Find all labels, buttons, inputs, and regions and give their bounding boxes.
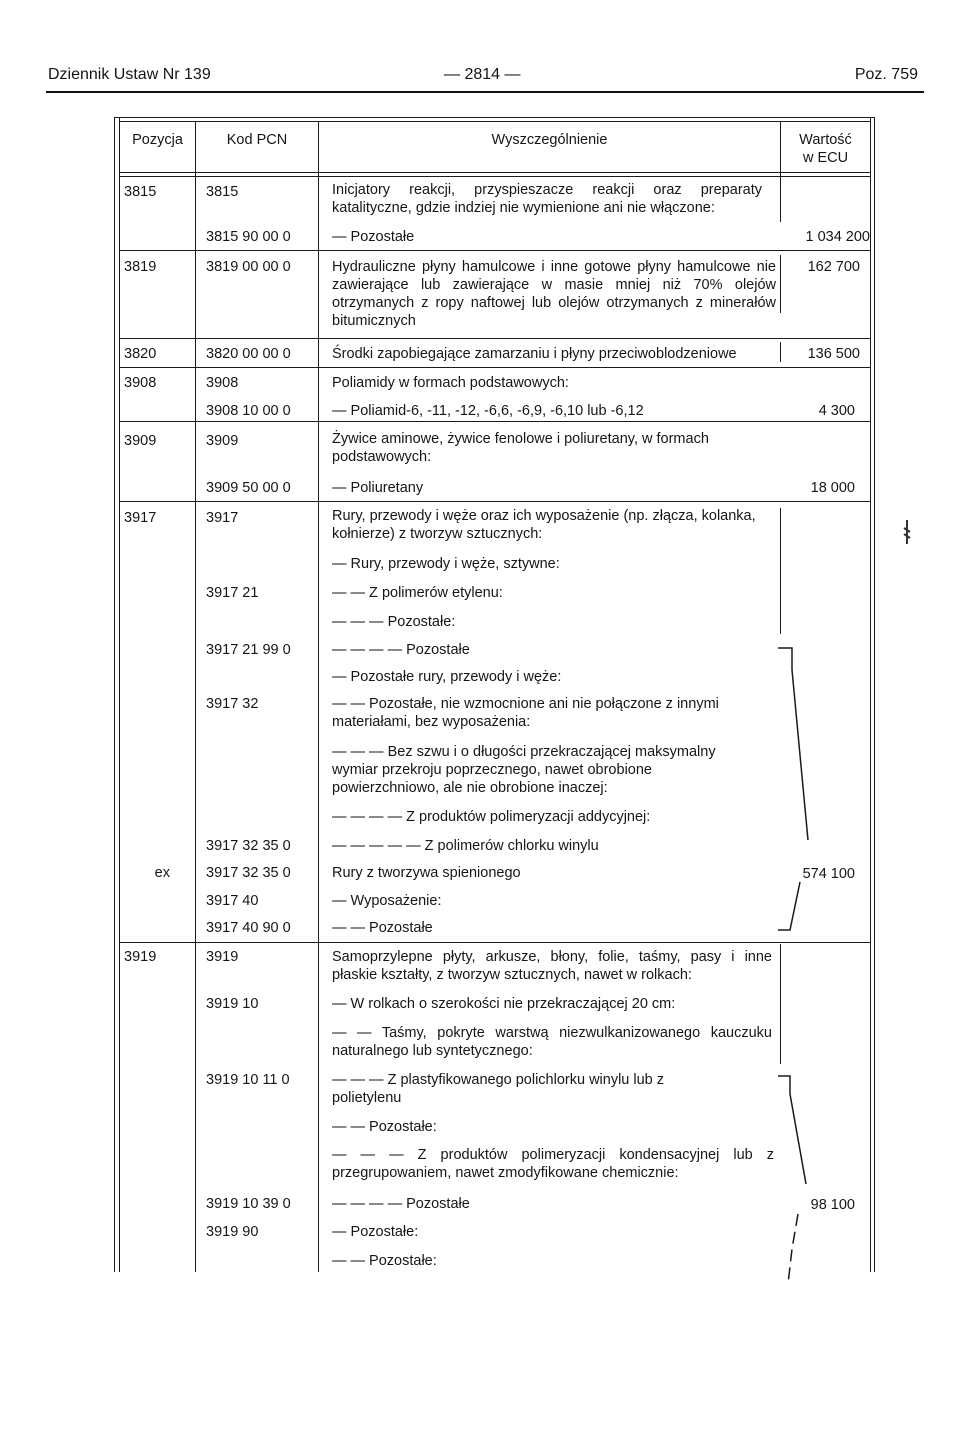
- row-kod: 3908 10 00 0: [206, 403, 291, 419]
- value-border-3815: [780, 177, 781, 222]
- row-description: — — Pozostałe:: [332, 1253, 437, 1269]
- row-separator-3908: [119, 421, 871, 422]
- row-kod: 3919 90: [206, 1224, 259, 1240]
- row-pozycja: 3917: [124, 510, 157, 526]
- row-value: 162 700: [807, 259, 860, 275]
- column-separator-1: [195, 121, 196, 1272]
- row-kod: 3908: [206, 375, 239, 391]
- table-border-left-inner: [119, 117, 120, 1272]
- col-header-wartosc-line2: w ECU: [802, 150, 849, 166]
- row-description: — W rolkach o szerokości nie przekraczającej 20 cm:: [332, 996, 676, 1012]
- row-kod: 3820 00 00 0: [206, 346, 291, 362]
- row-separator-3819: [119, 338, 871, 339]
- row-kod: 3917: [206, 510, 239, 526]
- row-pozycja: 3919: [124, 949, 157, 965]
- col-header-pozycja: Pozycja: [132, 132, 183, 148]
- row-kod: 3919 10 11 0: [206, 1072, 290, 1088]
- row-pozycja: 3815: [124, 184, 157, 200]
- position-number: Poz. 759: [854, 66, 918, 83]
- row-kod: 3917 40 90 0: [206, 920, 291, 936]
- row-description: — Pozostałe: [332, 229, 415, 245]
- row-description: Rury z tworzywa spienionego: [332, 865, 521, 881]
- table-border-top-outer: [114, 117, 875, 118]
- row-description: — — — Pozostałe:: [332, 614, 456, 630]
- group-bracket-3917: [770, 640, 820, 940]
- row-pozycja: 3820: [124, 346, 157, 362]
- row-kod: 3917 21 99 0: [206, 642, 291, 658]
- row-kod: 3909: [206, 433, 239, 449]
- table-border-right-outer: [874, 117, 875, 1272]
- row-description: — Wyposażenie:: [332, 893, 442, 909]
- row-description: — — Taśmy, pokryte warstwą niezwulkanizowanego kauczuku naturalnego lub syntetycznego:: [332, 1025, 772, 1059]
- row-kod: 3815 90 00 0: [206, 229, 291, 245]
- row-description: — — — Bez szwu i o długości przekraczającej maksymalny wymiar przekroju poprzecznego, nawet obrobione powierzchniowo, ale nie obrobione inaczej:: [332, 744, 716, 796]
- row-kod: 3917 32 35 0: [206, 865, 291, 881]
- row-pozycja: 3908: [124, 375, 157, 391]
- row-description: Środki zapobiegające zamarzaniu i płyny przeciwoblodzeniowe: [332, 346, 737, 362]
- row-description: — — — — — Z polimerów chlorku winylu: [332, 838, 599, 854]
- row-description: — — — Z plastyfikowanego polichlorku winylu lub z polietylenu: [332, 1072, 665, 1106]
- row-kod: 3909 50 00 0: [206, 480, 291, 496]
- row-value: 98 100: [810, 1197, 855, 1213]
- row-description: — — — — Pozostałe: [332, 1196, 470, 1212]
- table-border-right-inner: [870, 117, 871, 1272]
- value-border-3919: [780, 944, 781, 1064]
- group-bracket-3919: [770, 1064, 820, 1294]
- value-border-3917: [780, 508, 781, 634]
- table-border-left-outer: [114, 117, 115, 1272]
- page-header: [48, 66, 918, 88]
- row-kod: 3819 00 00 0: [206, 259, 291, 275]
- col-header-wartosc-line1: Wartość: [799, 132, 852, 148]
- row-description: — — — Z produktów polimeryzacji kondensacyjnej lub z przegrupowaniem, nawet zmodyfikowane chemicznie:: [332, 1147, 774, 1181]
- row-description: Żywice aminowe, żywice fenolowe i poliuretany, w formach podstawowych:: [332, 431, 709, 465]
- row-description: — Pozostałe:: [332, 1224, 419, 1240]
- row-description: Hydrauliczne płyny hamulcowe i inne gotowe płyny hamulcowe nie zawierające lub zawierające w masie mniej niż 70% olejów otrzymanych z ropy naftowej lub olejów otrzymanych z minerałów bitumicznych: [332, 259, 776, 329]
- col-header-kod: Kod PCN: [226, 132, 288, 148]
- row-value: 4 300: [818, 403, 855, 419]
- row-description: — — Pozostałe: [332, 920, 433, 936]
- row-value: 136 500: [807, 346, 860, 362]
- row-separator-3917: [119, 942, 871, 943]
- row-description: — — Pozostałe, nie wzmocnione ani nie połączone z innymi materiałami, bez wyposażenia:: [332, 696, 719, 730]
- row-description: Rury, przewody i węże oraz ich wyposażenie (np. złącza, kolanka, kołnierze) z tworzyw sztucznych:: [332, 508, 756, 542]
- row-kod: 3917 32: [206, 696, 259, 712]
- row-description: — — — — Z produktów polimeryzacji addycyjnej:: [332, 809, 651, 825]
- header-separator-1: [119, 172, 871, 173]
- row-description: Poliamidy w formach podstawowych:: [332, 375, 569, 391]
- row-kod: 3917 21: [206, 585, 259, 601]
- row-pozycja: 3909: [124, 433, 157, 449]
- row-description: — — Z polimerów etylenu:: [332, 585, 503, 601]
- scan-mark: [902, 518, 912, 546]
- row-description: Samoprzylepne płyty, arkusze, błony, folie, taśmy, pasy i inne płaskie kształty, z tworzyw sztucznych, nawet w rolkach:: [332, 949, 772, 983]
- page-number: — 2814 —: [444, 66, 521, 83]
- row-kod: 3919: [206, 949, 239, 965]
- header-separator-2: [119, 176, 871, 177]
- journal-title: Dziennik Ustaw Nr 139: [48, 66, 211, 83]
- row-separator-3909: [119, 501, 871, 502]
- row-description: — Poliamid-6, -11, -12, -6,6, -6,9, -6,10 lub -6,12: [332, 403, 644, 419]
- col-header-wyszczegolnienie: Wyszczególnienie: [491, 132, 608, 148]
- row-description: — Poliuretany: [332, 480, 424, 496]
- header-rule: [46, 91, 924, 93]
- row-kod: 3917 40: [206, 893, 259, 909]
- row-pozycja: 3819: [124, 259, 157, 275]
- row-description: — Pozostałe rury, przewody i węże:: [332, 669, 562, 685]
- row-value: 574 100: [802, 866, 855, 882]
- column-separator-2: [318, 121, 319, 1272]
- row-pozycja: ex: [154, 865, 170, 881]
- row-description: — Rury, przewody i węże, sztywne:: [332, 556, 560, 572]
- row-description: — — — — Pozostałe: [332, 642, 470, 658]
- row-description: Inicjatory reakcji, przyspieszacze reakcji oraz preparaty katalityczne, gdzie indziej nie wymienione ani nie włączone:: [332, 182, 762, 216]
- row-kod: 3815: [206, 184, 239, 200]
- row-value: 1 034 200: [805, 229, 870, 245]
- table-border-top-inner: [119, 121, 871, 122]
- row-description: — — Pozostałe:: [332, 1119, 437, 1135]
- row-kod: 3917 32 35 0: [206, 838, 291, 854]
- row-separator-3820: [119, 367, 871, 368]
- row-separator-3815: [119, 250, 871, 251]
- row-value: 18 000: [810, 480, 855, 496]
- row-kod: 3919 10: [206, 996, 259, 1012]
- row-kod: 3919 10 39 0: [206, 1196, 291, 1212]
